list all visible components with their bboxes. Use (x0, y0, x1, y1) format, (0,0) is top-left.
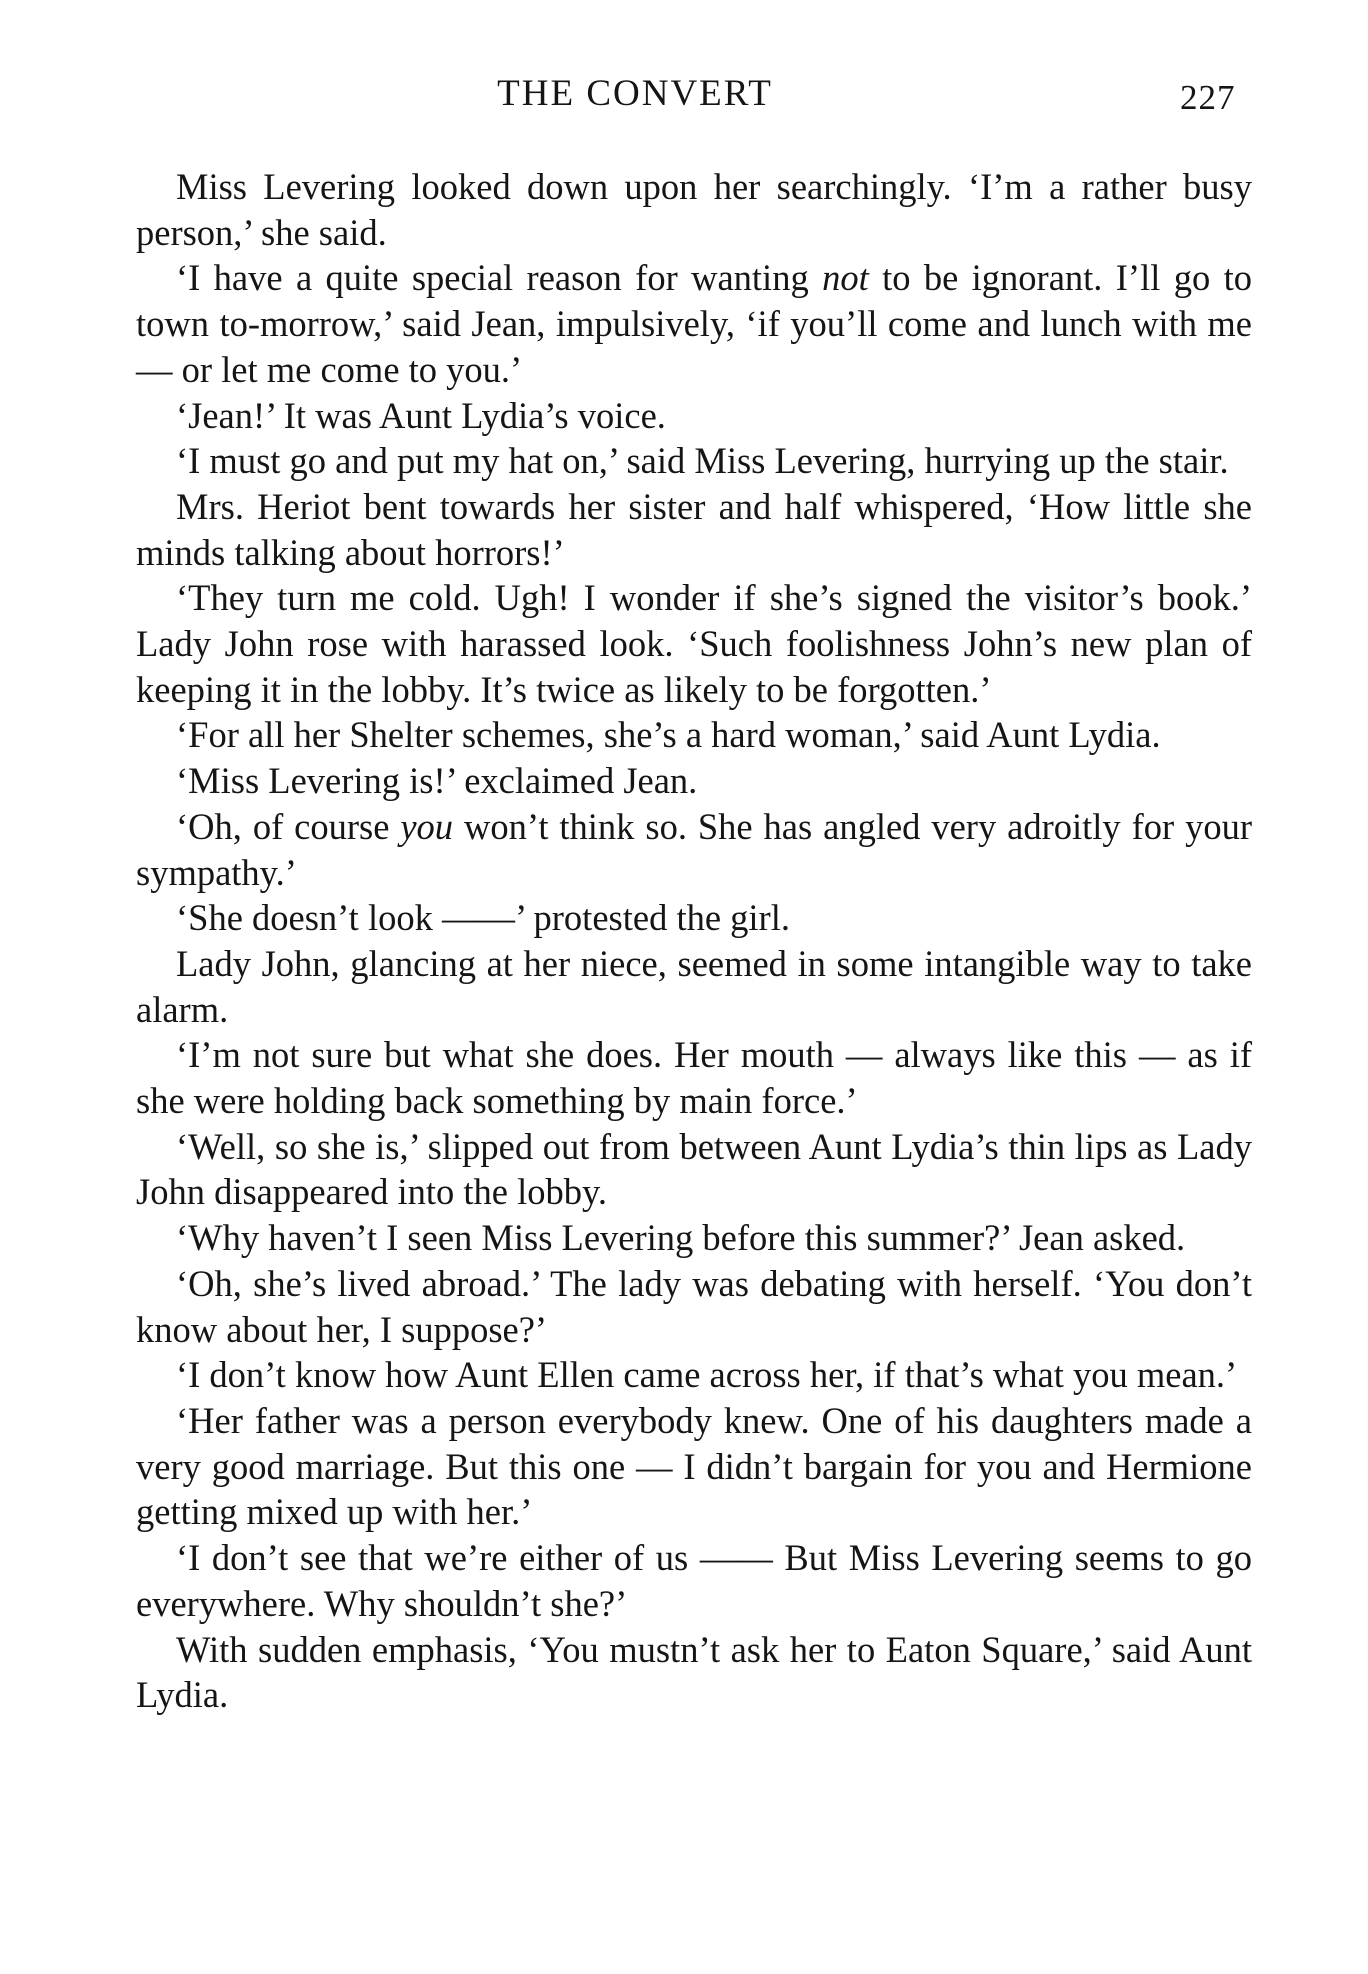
paragraph (136, 712, 1252, 758)
text-run: ‘I must go and put my hat on,’ said Miss Levering, hurrying up the stair. (176, 440, 1229, 482)
italic-text: not (822, 257, 869, 299)
paragraph (136, 1124, 1252, 1215)
paragraph (136, 393, 1252, 439)
paragraph (136, 1215, 1252, 1261)
paragraph (136, 758, 1252, 804)
text-run: ‘They turn me cold. Ugh! I wonder if she’s signed the visitor’s book.’ Lady John rose with harassed look. ‘Such foolishness John’s new plan of keeping it in the lobby. It’s twice as likely to be forgotten.’ (136, 577, 1252, 710)
text-run: ‘Jean!’ It was Aunt Lydia’s voice. (176, 394, 666, 436)
paragraph (136, 575, 1252, 712)
paragraph (136, 1032, 1252, 1123)
paragraph (136, 1261, 1252, 1352)
paragraph (136, 1535, 1252, 1626)
text-run: Lady John, glancing at her niece, seemed in some intangible way to take alarm. (136, 942, 1252, 1030)
paragraph (136, 804, 1252, 895)
text-run: ‘For all her Shelter schemes, she’s a hard woman,’ said Aunt Lydia. (176, 714, 1161, 756)
page-number: 227 (1180, 78, 1236, 117)
text-run: ‘Oh, of course (176, 805, 401, 847)
paragraph (136, 1398, 1252, 1535)
text-run: ‘I don’t see that we’re either of us —— But Miss Levering seems to go everywhere. Why shouldn’t she?’ (136, 1537, 1252, 1624)
body-text (136, 164, 1252, 1718)
text-run: With sudden emphasis, ‘You mustn’t ask her to Eaton Square,’ said Aunt Lydia. (136, 1628, 1252, 1716)
text-run: ‘I’m not sure but what she does. Her mouth — always like this — as if she were holding back something by main force.’ (136, 1034, 1252, 1122)
paragraph (136, 941, 1252, 1032)
text-run: to be ignorant. I’ll go to town to-morrow,’ said Jean, impulsively, ‘if you’ll come and lunch with me — or let me come to you.’ (136, 257, 1252, 390)
paragraph (136, 1627, 1252, 1718)
paragraph (136, 895, 1252, 941)
text-run: ‘I don’t know how Aunt Ellen came across her, if that’s what you mean.’ (176, 1354, 1238, 1396)
text-run: ‘Oh, she’s lived abroad.’ The lady was debating with herself. ‘You don’t know about her, I suppose?’ (136, 1262, 1252, 1350)
text-run: Mrs. Heriot bent towards her sister and half whispered, ‘How little she minds talking about horrors!’ (136, 485, 1252, 573)
paragraph (136, 438, 1252, 484)
text-run: ‘She doesn’t look ——’ protested the girl. (176, 897, 790, 939)
paragraph (136, 484, 1252, 575)
text-run: ‘Well, so she is,’ slipped out from between Aunt Lydia’s thin lips as Lady John disappeared into the lobby. (136, 1125, 1252, 1213)
paragraph (136, 1352, 1252, 1398)
text-run: ‘Why haven’t I seen Miss Levering before this summer?’ Jean asked. (176, 1217, 1186, 1259)
running-title: THE CONVERT (497, 73, 773, 114)
paragraph (136, 255, 1252, 392)
paragraph (136, 164, 1252, 255)
text-run: ‘I have a quite special reason for wanting (176, 257, 823, 299)
text-run: Miss Levering looked down upon her searchingly. ‘I’m a rather busy person,’ she said. (136, 166, 1252, 253)
italic-text: you (400, 805, 454, 847)
text-run: won’t think so. She has angled very adroitly for your sympathy.’ (136, 805, 1252, 893)
text-run: ‘Miss Levering is!’ exclaimed Jean. (176, 760, 698, 802)
text-run: ‘Her father was a person everybody knew. One of his daughters made a very good marriage. But this one — I didn’t bargain for you and Hermione getting mixed up with her.’ (136, 1399, 1252, 1533)
running-head (0, 72, 1368, 122)
